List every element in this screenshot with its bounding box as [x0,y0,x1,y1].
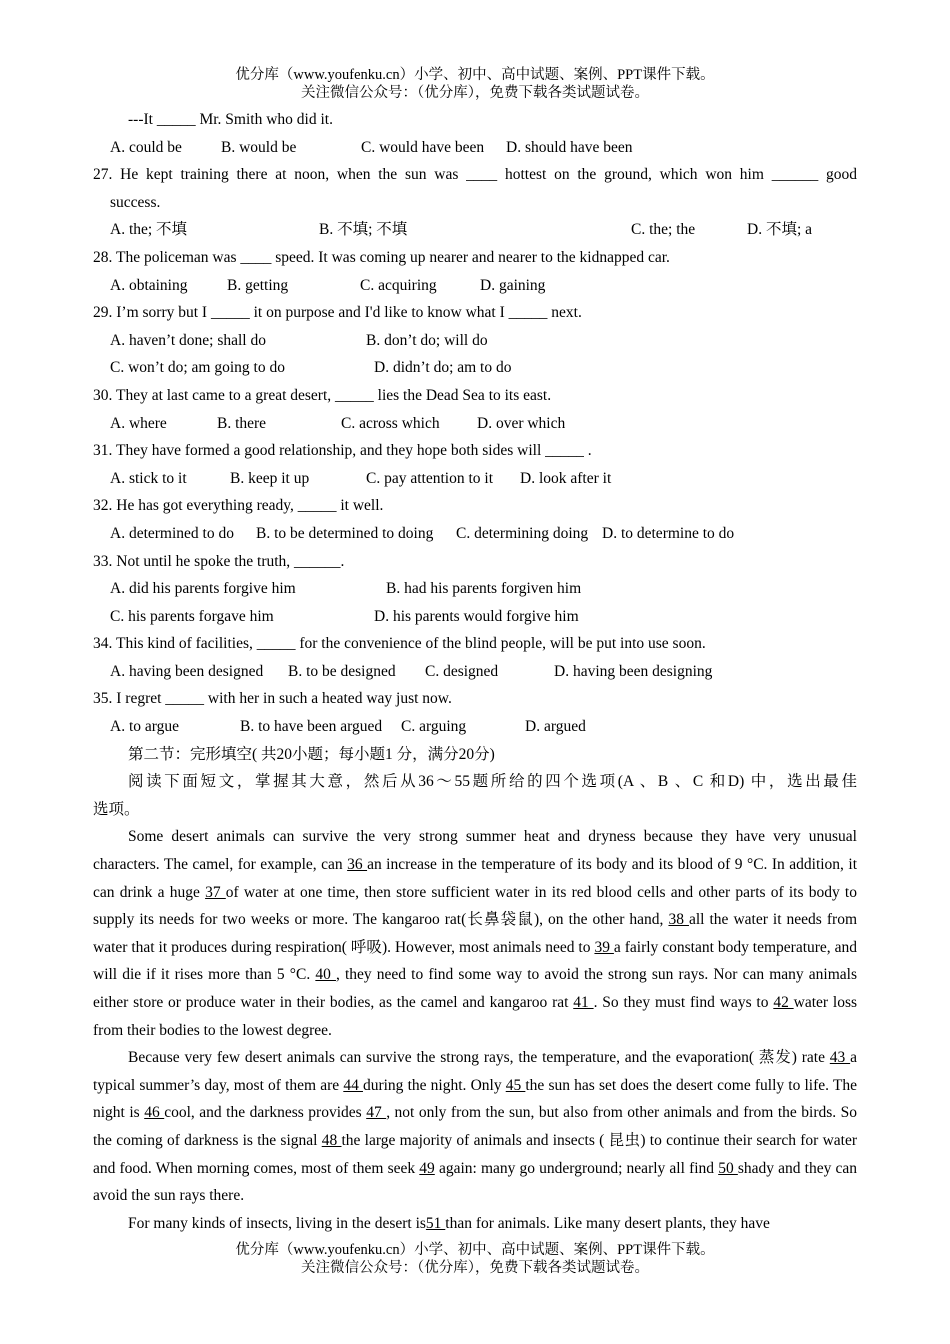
question-35-stem: 35. I regret _____ with her in such a heated way just now. [93,690,452,708]
section-instructions: 阅读下面短文，掌握其大意，然后从36～55题所给的四个选项(A 、B 、C 和D) 中，选出最佳 [128,773,857,791]
option-b: B. there [217,414,267,432]
passage-text: water loss from their bodies to the lowest degree. [93,994,858,1039]
passage-text: all the water it needs from water that it produces during respiration( 呼吸). However, most animals need to [93,911,857,956]
option-b: B. getting [227,276,289,294]
question-32-options [93,520,857,548]
option-b: B. would be [221,138,297,156]
option-c: C. pay attention to it [366,469,493,487]
option-a: A. where [110,414,167,432]
option-a: A. the; 不填 [110,221,188,239]
option-d: D. to determine to do [602,524,735,542]
option-d: D. over which [477,414,566,432]
question-34-stem: 34. This kind of facilities, _____ for the convenience of the blind people, will be put into use soon. [93,635,706,653]
question-27-stem-cont: success. [110,193,161,211]
passage-paragraph-1 [93,823,857,1044]
question-29-options-cd [93,354,857,382]
header-line-2: 关注微信公众号：（优分库），免费下载各类试题试卷。 [301,85,649,101]
question-30-options [93,410,857,438]
option-c: C. designed [425,662,499,680]
question-30-stem: 30. They at last came to a great desert, _____ lies the Dead Sea to its east. [93,386,552,404]
blank-39: 39 [594,938,614,956]
question-33-stem: 33. Not until he spoke the truth, ______. [93,552,345,570]
passage-text: For many kinds of insects, living in the desert is [128,1214,426,1232]
option-c: C. arguing [401,718,467,736]
passage-text: a fairly constant body temperature, and will die if it rises more than 5 °C. [93,938,857,984]
option-b: B. had his parents forgiven him [386,580,582,598]
option-b: B. keep it up [230,469,310,487]
option-b: B. to have been argued [240,718,383,736]
option-d: D. look after it [520,469,612,487]
option-d: D. should have been [506,138,633,156]
question-29-options-ab [93,327,857,355]
header-line-1: 优分库（www.youfenku.cn）小学、初中、高中试题、案例、PPT课件下载。 [235,67,715,83]
blank-48: 48 [321,1131,342,1149]
question-29-stem: 29. I’m sorry but I _____ it on purpose and I'd like to know what I _____ next. [93,304,582,322]
question-27-options [93,216,857,244]
option-c: C. won’t do; am going to do [110,359,285,377]
section-title: 第二节：完形填空( 共20小题；每小题1 分，满分20分) [128,745,495,763]
blank-42: 42 [773,994,794,1011]
passage-text: shady and they can avoid the sun rays there. [93,1159,858,1205]
question-26-options [93,134,857,162]
option-c: C. would have been [361,138,485,156]
blank-47: 47 [366,1104,387,1122]
option-a: A. did his parents forgive him [110,580,296,598]
option-c: C. the; the [631,221,696,239]
blank-40: 40 [315,966,336,984]
passage-text: again: many go underground; nearly all find [434,1159,719,1177]
footer-line-2: 关注微信公众号：（优分库），免费下载各类试题试卷。 [301,1260,649,1276]
option-a: A. to argue [110,718,180,736]
blank-38: 38 [668,911,689,929]
blank-49: 49 [419,1159,435,1177]
passage-text: an increase in the temperature of its body and its blood of 9 °C. In addition, it can drink a huge [93,856,858,901]
question-31-options [93,465,857,493]
option-a: A. having been designed [110,662,264,680]
passage-text: the sun has set does the desert come fully to life. The night is [93,1076,857,1122]
option-b: B. to be determined to doing [256,524,434,542]
blank-44: 44 [343,1076,363,1094]
question-26-stem: ---It _____ Mr. Smith who did it. [128,111,333,128]
question-34-options [93,658,857,686]
passage-text: , they need to find some way to avoid the strong sun rays. Nor can many animals either store or produce water in their bodies, as the camel and kangaroo rat [93,966,857,1011]
option-b: B. don’t do; will do [366,331,488,349]
passage-text: during the night. Only [362,1076,506,1094]
passage-paragraph-2 [93,1044,857,1210]
option-b: B. to be designed [288,662,396,680]
option-c: C. acquiring [360,276,437,294]
passage-text: . So they must find ways to [593,994,774,1011]
passage-text: , not only from the sun, but also from other animals and from the birds. So the coming of darkness is the signal [93,1104,858,1149]
page-footer [0,1241,950,1277]
option-a: A. stick to it [110,469,187,487]
passage-text: cool, and the darkness provides [164,1104,367,1122]
option-d: D. argued [525,718,586,736]
option-d: D. didn’t do; am to do [374,359,512,377]
blank-45: 45 [505,1076,526,1094]
blank-43: 43 [829,1049,851,1067]
passage-text: a typical summer’s day, most of them are [93,1049,858,1094]
document-body [93,106,857,1237]
option-a: A. could be [110,138,182,156]
passage-paragraph-3 [93,1210,857,1238]
blank-46: 46 [144,1104,165,1122]
footer-line-1: 优分库（www.youfenku.cn）小学、初中、高中试题、案例、PPT课件下载。 [235,1242,715,1258]
passage-text: the large majority of animals and insects ( 昆虫) to continue their search for water and food. When morning comes, most of them seek [93,1131,858,1177]
option-b: B. 不填; 不填 [319,221,408,239]
passage-text: Because very few desert animals can survive the strong rays, the temperature, and the evaporation( 蒸发) rate [128,1049,830,1067]
option-a: A. determined to do [110,524,234,542]
blank-37: 37 [205,883,226,901]
passage-text: Some desert animals can survive the very strong summer heat and dryness because they have very unusual characters. The camel, for example, can [93,828,857,874]
option-d: D. 不填; a [747,221,813,239]
option-d: D. having been designing [554,662,713,680]
option-c: C. his parents forgave him [110,607,274,625]
option-a: A. obtaining [110,276,188,294]
question-28-options [93,272,857,300]
page-header [0,66,950,102]
question-27-stem: 27. He kept training there at noon, when the sun was ____ hottest on the ground, which won him ______ good [93,166,857,184]
question-33-options-ab [93,575,857,603]
blank-36: 36 [347,856,368,874]
blank-50: 50 [718,1159,738,1177]
passage-text: than for animals. Like many desert plants, they have [445,1214,770,1232]
option-d: D. gaining [480,276,546,294]
blank-41: 41 [573,994,594,1011]
option-d: D. his parents would forgive him [374,607,579,625]
question-28-stem: 28. The policeman was ____ speed. It was coming up nearer and nearer to the kidnapped car. [93,248,670,266]
option-c: C. across which [341,414,440,432]
question-33-options-cd [93,603,857,631]
option-a: A. haven’t done; shall do [110,331,266,349]
question-31-stem: 31. They have formed a good relationship, and they hope both sides will _____ . [93,442,592,460]
question-32-stem: 32. He has got everything ready, _____ it well. [93,497,384,515]
option-c: C. determining doing [456,524,589,542]
blank-51: 51 [425,1214,446,1232]
question-35-options [93,713,857,741]
passage-text: of water at one time, then store sufficient water in its red blood cells and other parts of its body to supply its needs for two weeks or more. The kangaroo rat(长鼻袋鼠), on the other hand, [93,883,857,929]
section-instructions-cont: 选项。 [93,800,140,818]
